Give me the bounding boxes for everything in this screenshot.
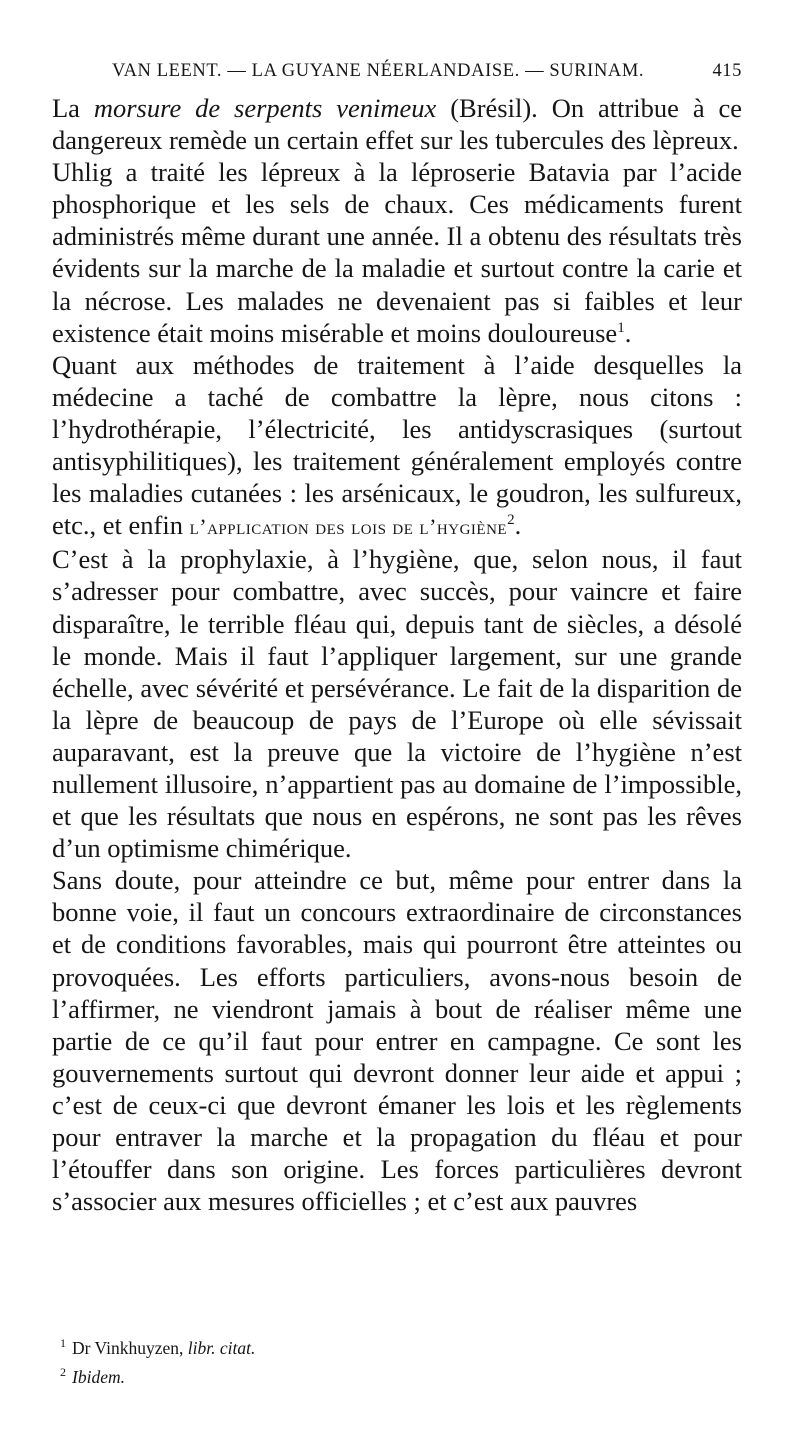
- footnote-ref-2: 2: [507, 512, 515, 529]
- paragraph-3-smallcaps: l’application des lois de l’hygiène: [189, 514, 508, 540]
- paragraph-5: Sans doute, pour atteindre ce but, même pour entrer dans la bonne voie, il faut un concours extraordinaire de circonstances et de conditions favorables, mais qui pourront être atteintes ou provoquées. Les efforts particuliers, avons-nous besoin de l’affirmer, ne viendront jamais à bout de réaliser même une partie de ce qu’il faut pour entrer en campagne. Ce sont les gouvernements surtout qui devront donner leur aide et appui ; c’est de ceux-ci que devront émaner les lois et les règlements pour entraver la marche et la propagation du fléau et pour l’étouffer dans son origine. Les forces particulières devront s’associer aux mesures officielles ; et c’est aux pauvres: [52, 865, 742, 1217]
- footnote-2: [60, 1360, 680, 1389]
- paragraph-1: [52, 92, 742, 156]
- paragraph-4: C’est à la prophylaxie, à l’hygiène, que, selon nous, il faut s’adresser pour combattre, avec succès, pour vaincre et faire disparaître, le terrible fléau qui, depuis tant de siècles, a désolé le monde. Mais il faut l’appliquer largement, sur une grande échelle, avec sévérité et persévérance. Le fait de la disparition de la lèpre de beaucoup de pays de l’Europe où elle sévissait auparavant, est la preuve que la victoire de l’hygiène n’est nullement illusoire, n’appartient pas au domaine de l’impossible, et que les résultats que nous en espérons, ne sont pas les rêves d’un optimisme chimérique.: [52, 544, 742, 864]
- paragraph-3-end: .: [514, 510, 522, 541]
- footnote-2-italic: Ibidem.: [72, 1366, 125, 1387]
- running-title: VAN LEENT. — LA GUYANE NÉERLANDAISE. — SURINAM.: [112, 61, 645, 81]
- footnotes: [60, 1331, 680, 1389]
- paragraph-1-text-a: La: [52, 93, 94, 123]
- footnote-2-number: 2: [60, 1364, 66, 1379]
- footnote-1-text: Dr Vinkhuyzen,: [72, 1337, 188, 1358]
- paragraph-2-text: Uhlig a traité les lépreux à la léproserie Batavia par l’acide phosphorique et les sels de chaux. Ces médicaments furent administrés même durant une année. Il a obtenu des résultats très évidents sur la marche de la maladie et surtout contre la carie et la nécrose. Les malades ne devenaient pas si faibles et leur existence était moins misérable et moins douloureuse: [52, 157, 742, 348]
- paragraph-3: [52, 349, 742, 544]
- footnote-ref-1: 1: [617, 319, 625, 336]
- body-text: [52, 92, 742, 1217]
- running-header: [52, 58, 742, 84]
- paragraph-2: [52, 156, 742, 349]
- footnote-1: [60, 1331, 680, 1360]
- paragraph-3-text: Quant aux méthodes de traitement à l’aide desquelles la médecine a taché de combattre la lèpre, nous citons : l’hydrothérapie, l’électricité, les antidyscrasiques (surtout antisyphilitiques), les traitement généralement employés contre les maladies cutanées : les arsénicaux, le goudron, les sulfureux, etc., et enfin: [52, 349, 742, 541]
- footnote-1-italic: libr. citat.: [187, 1337, 256, 1358]
- paragraph-2-end: .: [624, 317, 632, 348]
- paragraph-1-text-c: (Brésil). On attribue à ce dangereux remède un certain effet sur les tubercules des lèpreux.: [52, 93, 743, 156]
- paragraph-1-italic: morsure de serpents venimeux: [93, 93, 437, 123]
- page-number: 415: [712, 61, 742, 81]
- footnote-1-number: 1: [60, 1336, 66, 1350]
- page: [52, 58, 742, 1217]
